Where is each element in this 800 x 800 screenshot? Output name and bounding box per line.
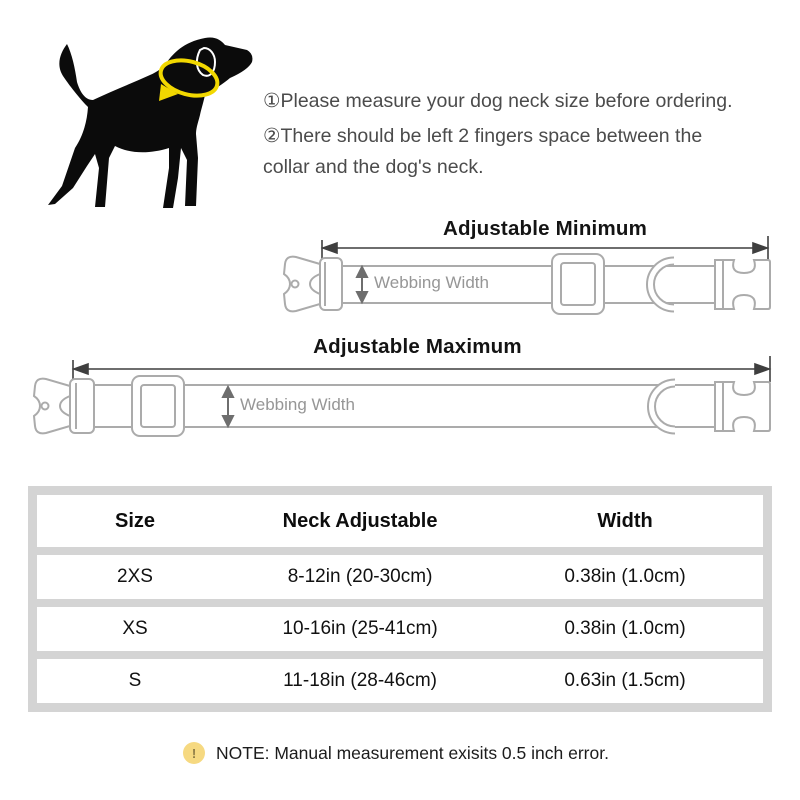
cell-neck: 8-12in (20-30cm) bbox=[287, 566, 433, 587]
cell-size: 2XS bbox=[117, 566, 153, 587]
instruction-step-2: ②There should be left 2 fingers space between the bbox=[263, 125, 703, 147]
cell-size: S bbox=[128, 670, 142, 691]
measuring-instructions bbox=[263, 86, 793, 183]
slider-icon bbox=[552, 254, 604, 314]
collar-minimum-graphic bbox=[278, 252, 788, 316]
cell-width: 0.63in (1.5cm) bbox=[564, 670, 686, 691]
note-text: NOTE: Manual measurement exisits 0.5 inch error. bbox=[216, 742, 609, 763]
buckle-male-icon bbox=[715, 260, 770, 309]
cell-width: 0.38in (1.0cm) bbox=[564, 566, 686, 587]
column-header-neck: Neck Adjustable bbox=[282, 509, 438, 532]
dog-silhouette-graphic bbox=[35, 28, 255, 218]
collar-maximum-graphic bbox=[28, 374, 778, 438]
slider-icon bbox=[132, 376, 184, 436]
instruction-step-2-cont: collar and the dog's neck. bbox=[263, 156, 484, 178]
exclamation-icon: ! bbox=[183, 742, 205, 764]
table-row-2xs bbox=[37, 555, 763, 599]
table-row-s bbox=[37, 659, 763, 703]
cell-neck: 10-16in (25-41cm) bbox=[282, 618, 438, 639]
table-row-xs bbox=[37, 607, 763, 651]
webbing-width-label-max: Webbing Width bbox=[240, 395, 355, 414]
size-table bbox=[28, 486, 772, 712]
dog-body-shape bbox=[48, 37, 252, 208]
adjustable-minimum-title: Adjustable Minimum bbox=[442, 217, 648, 240]
webbing-width-label-min: Webbing Width bbox=[374, 273, 489, 292]
buckle-female-icon bbox=[34, 379, 94, 434]
buckle-male-icon bbox=[715, 382, 770, 431]
adjustable-maximum-title: Adjustable Maximum bbox=[313, 335, 522, 358]
cell-width: 0.38in (1.0cm) bbox=[564, 618, 686, 639]
column-header-width: Width bbox=[597, 509, 653, 532]
measurement-note bbox=[183, 742, 609, 764]
cell-size: XS bbox=[122, 618, 148, 639]
column-header-size: Size bbox=[114, 509, 156, 532]
cell-neck: 11-18in (28-46cm) bbox=[283, 670, 437, 691]
instruction-step-1: ①Please measure your dog neck size before ordering. bbox=[263, 90, 733, 112]
buckle-female-icon bbox=[284, 257, 342, 312]
size-table-header bbox=[37, 495, 763, 547]
